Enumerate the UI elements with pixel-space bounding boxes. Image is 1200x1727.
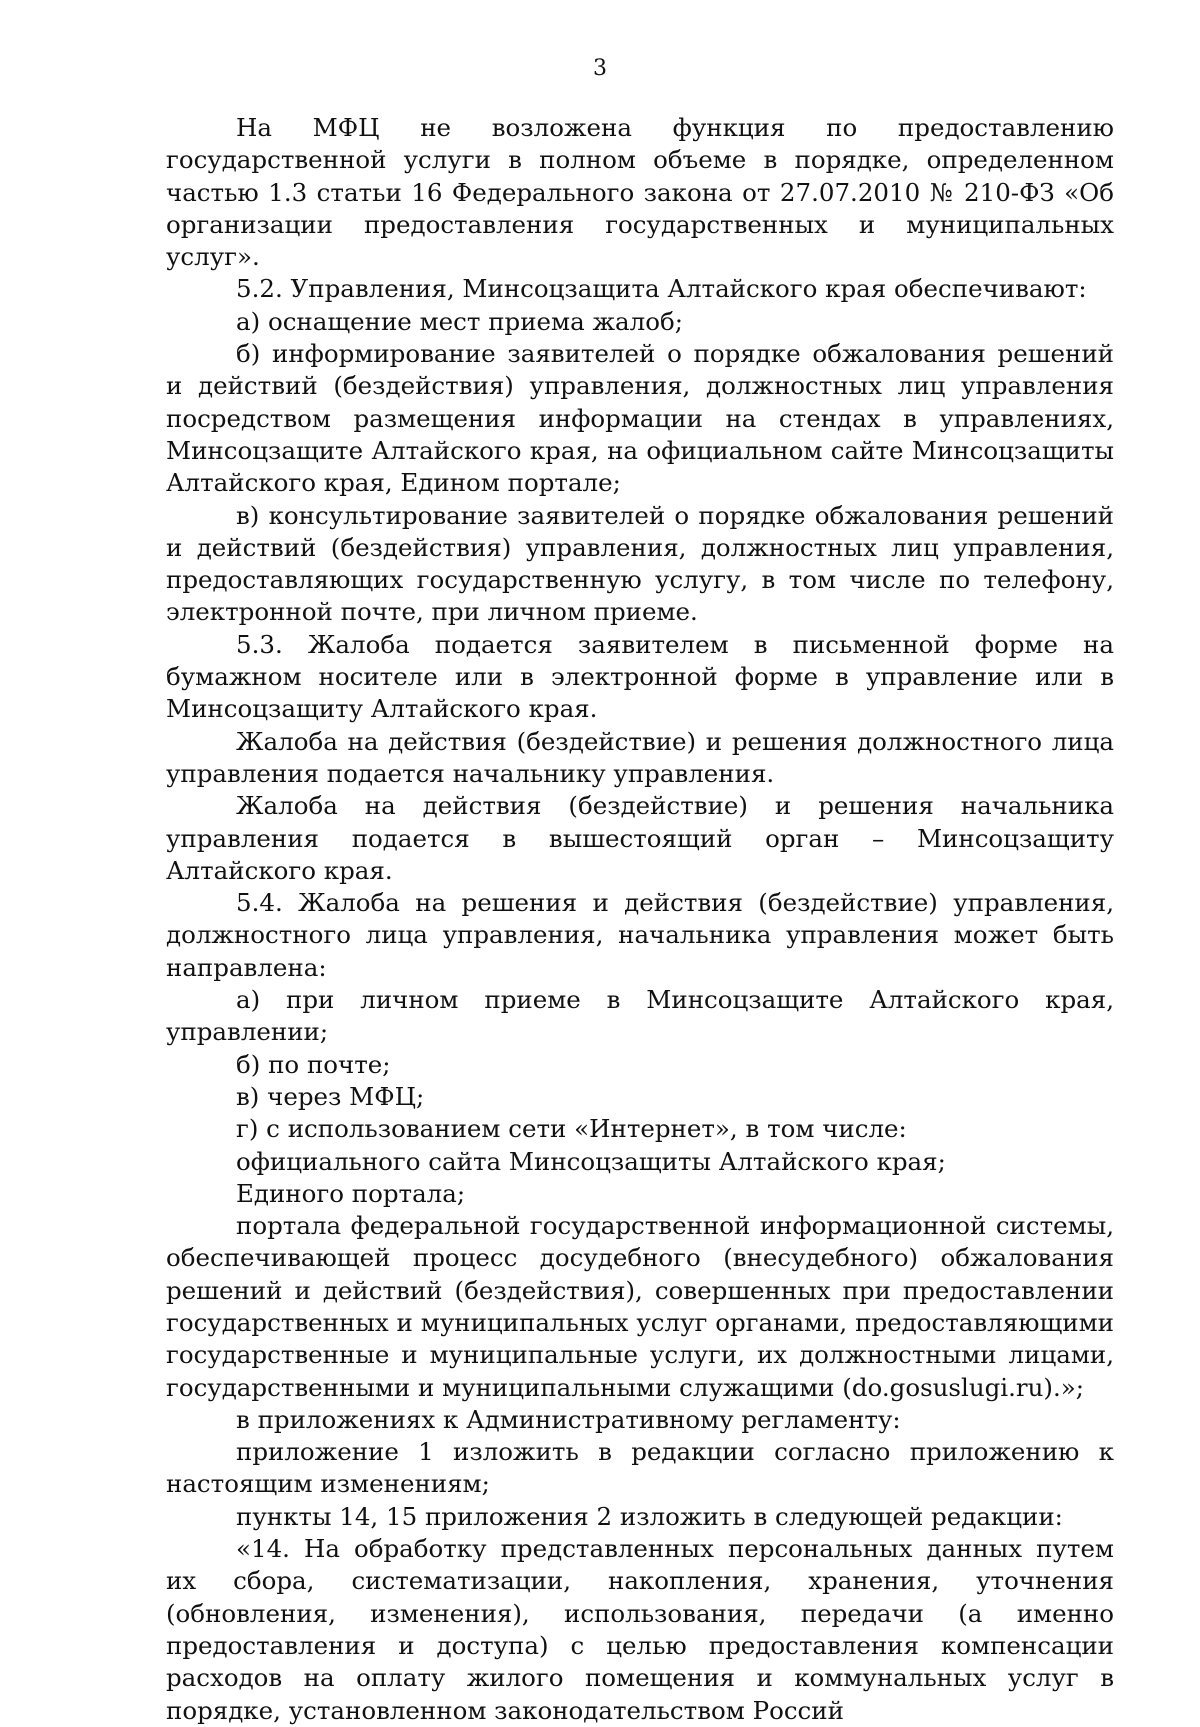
paragraph-5-3: 5.3. Жалоба подается заявителем в письменной форме на бумажном носителе или в электронной форме в управление или в Минсоцзащиту Алтайского края. [166, 629, 1114, 724]
paragraph-mfc-function: На МФЦ не возложена функция по предоставлению государственной услуги в полном объеме в порядке, определенном частью 1.3 статьи 16 Федерального закона от 27.07.2010 № 210-ФЗ «Об организации предоставления государственных и муниципальных услуг». [166, 113, 1114, 272]
paragraph-5-2-b: б) информирование заявителей о порядке обжалования решений и действий (бездействия) управления, должностных лиц управления посредством размещения информации на стендах в управлениях, Минсоцзащите Алтайского края, на официальном сайте Минсоцзащиты Алтайского края, Едином портале; [166, 339, 1114, 498]
page-number: 3 [593, 56, 607, 81]
paragraph-complaint-head: Жалоба на действия (бездействие) и решения начальника управления подается в вышестоящий орган – Минсоцзащиту Алтайского края. [166, 791, 1114, 885]
paragraph-items-14-15: пункты 14, 15 приложения 2 изложить в следующей редакции: [236, 1501, 1063, 1531]
paragraph-5-4-v: в) через МФЦ; [236, 1081, 425, 1111]
paragraph-item-14: «14. На обработку представленных персональных данных путем их сбора, систематизации, накопления, хранения, уточнения (обновления, изменения), использования, передачи (а именно предоставления и доступа) с целью предоставления компенсации расходов на оплату жилого помещения и коммунальных услуг в порядке, установленном законодательством Россий [166, 1534, 1114, 1725]
paragraph-5-2-v: в) консультирование заявителей о порядке обжалования решений и действий (бездействия) управления, должностных лиц управления, предоставляющих государственную услугу, в том числе по телефону, электронной почте, при личном приеме. [166, 500, 1114, 627]
paragraph-appendices: в приложениях к Административному регламенту: [236, 1404, 901, 1434]
paragraph-federal-portal: портала федеральной государственной информационной системы, обеспечивающей процесс досудебного (внесудебного) обжалования решений и действий (бездействия), совершенных при предоставлении государственных и муниципальных услуг органами, предоставляющими государственные и муниципальные услуги, их должностными лицами, государственными и муниципальными служащими (do.gosuslugi.ru).»; [166, 1211, 1114, 1402]
paragraph-complaint-official: Жалоба на действия (бездействие) и решения должностного лица управления подается начальнику управления. [166, 726, 1114, 788]
paragraph-5-4-b: б) по почте; [236, 1049, 391, 1079]
paragraph-5-4-g: г) с использованием сети «Интернет», в том числе: [236, 1114, 907, 1144]
paragraph-5-2-a: а) оснащение мест приема жалоб; [236, 306, 683, 336]
document-body [166, 112, 1114, 1727]
paragraph-appendix-1: приложение 1 изложить в редакции согласно приложению к настоящим изменениям; [166, 1437, 1114, 1499]
paragraph-5-2: 5.2. Управления, Минсоцзащита Алтайского края обеспечивают: [236, 274, 1087, 304]
paragraph-5-4: 5.4. Жалоба на решения и действия (бездействие) управления, должностного лица управления, начальника управления может быть направлена: [166, 888, 1114, 982]
paragraph-5-4-a: а) при личном приеме в Минсоцзащите Алтайского края, управлении; [166, 985, 1114, 1047]
paragraph-single-portal: Единого портала; [236, 1178, 466, 1208]
paragraph-official-site: официального сайта Минсоцзащиты Алтайского края; [236, 1146, 946, 1176]
